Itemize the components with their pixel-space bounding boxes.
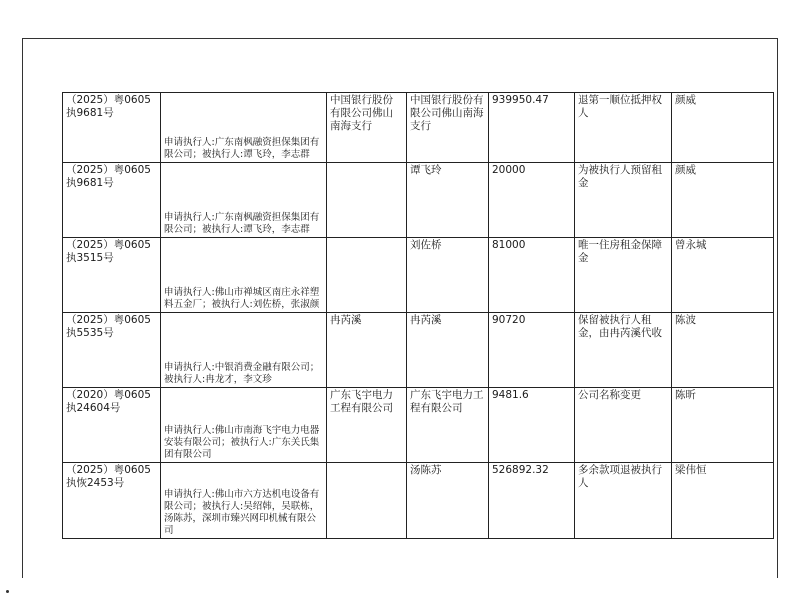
- handler-cell: 颜威: [672, 163, 774, 238]
- table-row: [63, 388, 774, 463]
- account-bank-cell: 中国银行股份有限公司佛山南海支行: [327, 93, 407, 163]
- parties-cell: 申请执行人:佛山市南海飞宇电力电器安装有限公司；被执行人:广东关氏集团有限公司: [161, 388, 327, 463]
- payee-cell: 谭飞玲: [407, 163, 489, 238]
- account-bank-cell: 冉芮溪: [327, 313, 407, 388]
- table-row: [63, 163, 774, 238]
- refund-table: [62, 92, 773, 539]
- table-row: [63, 313, 774, 388]
- case-number-cell: （2025）粤0605执9681号: [63, 93, 161, 163]
- scan-speck: [6, 590, 9, 593]
- case-number-cell: （2025）粤0605执恢2453号: [63, 463, 161, 539]
- payee-cell: 广东飞宇电力工程有限公司: [407, 388, 489, 463]
- handler-cell: 陈波: [672, 313, 774, 388]
- reason-cell: 唯一住房租金保障金: [575, 238, 672, 313]
- handler-cell: 曾永城: [672, 238, 774, 313]
- case-number-cell: （2020）粤0605执24604号: [63, 388, 161, 463]
- amount-cell: 20000: [489, 163, 575, 238]
- case-number-cell: （2025）粤0605执5535号: [63, 313, 161, 388]
- parties-cell: 申请执行人:佛山市禅城区南庄永祥塑料五金厂；被执行人:刘佐桥，张淑颜: [161, 238, 327, 313]
- amount-cell: 526892.32: [489, 463, 575, 539]
- table-row: [63, 463, 774, 539]
- reason-cell: 保留被执行人租金，由冉芮溪代收: [575, 313, 672, 388]
- payee-cell: 刘佐桥: [407, 238, 489, 313]
- reason-cell: 多余款项退被执行人: [575, 463, 672, 539]
- amount-cell: 9481.6: [489, 388, 575, 463]
- table-row: [63, 93, 774, 163]
- case-number-cell: （2025）粤0605执3515号: [63, 238, 161, 313]
- amount-cell: 939950.47: [489, 93, 575, 163]
- amount-cell: 90720: [489, 313, 575, 388]
- payee-cell: 汤陈苏: [407, 463, 489, 539]
- parties-cell: 申请执行人:广东南枫融资担保集团有限公司；被执行人:谭飞玲，李志群: [161, 93, 327, 163]
- handler-cell: 颜威: [672, 93, 774, 163]
- payee-cell: 中国银行股份有限公司佛山南海支行: [407, 93, 489, 163]
- case-number-cell: （2025）粤0605执9681号: [63, 163, 161, 238]
- parties-cell: 申请执行人:广东南枫融资担保集团有限公司；被执行人:谭飞玲，李志群: [161, 163, 327, 238]
- reason-cell: 公司名称变更: [575, 388, 672, 463]
- handler-cell: 梁伟恒: [672, 463, 774, 539]
- account-bank-cell: [327, 163, 407, 238]
- reason-cell: 退第一顺位抵押权人: [575, 93, 672, 163]
- account-bank-cell: 广东飞宇电力工程有限公司: [327, 388, 407, 463]
- handler-cell: 陈昕: [672, 388, 774, 463]
- payee-cell: 冉芮溪: [407, 313, 489, 388]
- account-bank-cell: [327, 238, 407, 313]
- table-row: [63, 238, 774, 313]
- account-bank-cell: [327, 463, 407, 539]
- parties-cell: 申请执行人:佛山市六方达机电设备有限公司；被执行人:吴绍韩，吴联栋，汤陈苏，深圳市臻兴网印机械有限公司: [161, 463, 327, 539]
- parties-cell: 申请执行人:中银消费金融有限公司；被执行人:冉龙才，李文珍: [161, 313, 327, 388]
- reason-cell: 为被执行人预留租金: [575, 163, 672, 238]
- amount-cell: 81000: [489, 238, 575, 313]
